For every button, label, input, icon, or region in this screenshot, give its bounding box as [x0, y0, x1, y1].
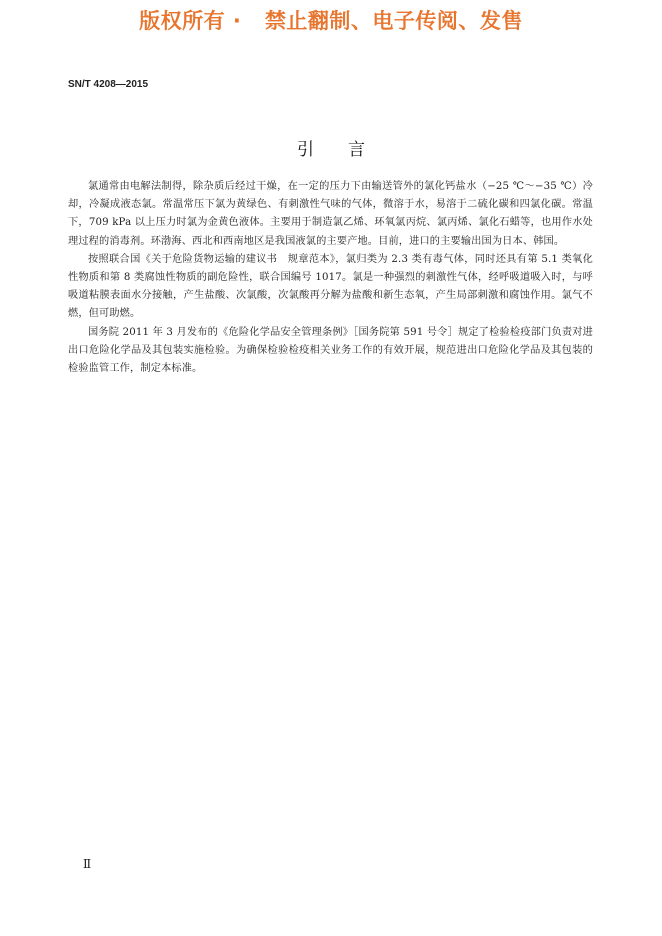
page-number: Ⅱ	[83, 857, 92, 871]
paragraph-un-classification: 按照联合国《关于危险货物运输的建议书 规章范本》，氯归类为 2.3 类有毒气体，同时还具有第 5.1 类氧化性物质和第 8 类腐蚀性物质的副危险性，联合国编号 1017。氯是一种强烈的刺激性气体，经呼吸道吸入时，与呼吸道粘膜表面水分接触，产生盐酸、次氯酸，次氯酸再分解为盐酸和新生态氧，产生局部刺激和腐蚀作用。氯气不燃，但可助燃。	[68, 253, 593, 320]
section-title: 引 言	[297, 140, 365, 160]
paragraph-regulation: 国务院 2011 年 3 月发布的《危险化学品安全管理条例》［国务院第 591 号令］规定了检验检疫部门负责对进出口危险化学品及其包装实施检验。为确保检验检疫相关业务工作的有效开展，规范进出口危险化学品及其包装的检验监管工作，制定本标准。	[68, 326, 593, 375]
copyright-watermark: 版权所有 · 禁止翻制、电子传阅、发售	[139, 9, 523, 33]
paragraph-chlorine-overview: 氯通常由电解法制得，除杂质后经过干燥，在一定的压力下由输送管外的氯化钙盐水（−25 ℃～−35 ℃）冷却，冷凝成液态氯。常温常压下氯为黄绿色、有刺激性气味的气体，微溶于水，易溶于二硫化碳和四氯化碳。常温下，709 kPa 以上压力时氯为金黄色液体。主要用于制造氯乙烯、环氧氯丙烷、氯丙烯、氯化石蜡等，也用作水处理过程的消毒剂。环渤海、西北和西南地区是我国液氯的主要产地。目前，进口的主要输出国为日本、韩国。	[68, 181, 593, 247]
body-text	[68, 178, 593, 378]
standard-code: SN/T 4208—2015	[68, 79, 149, 90]
